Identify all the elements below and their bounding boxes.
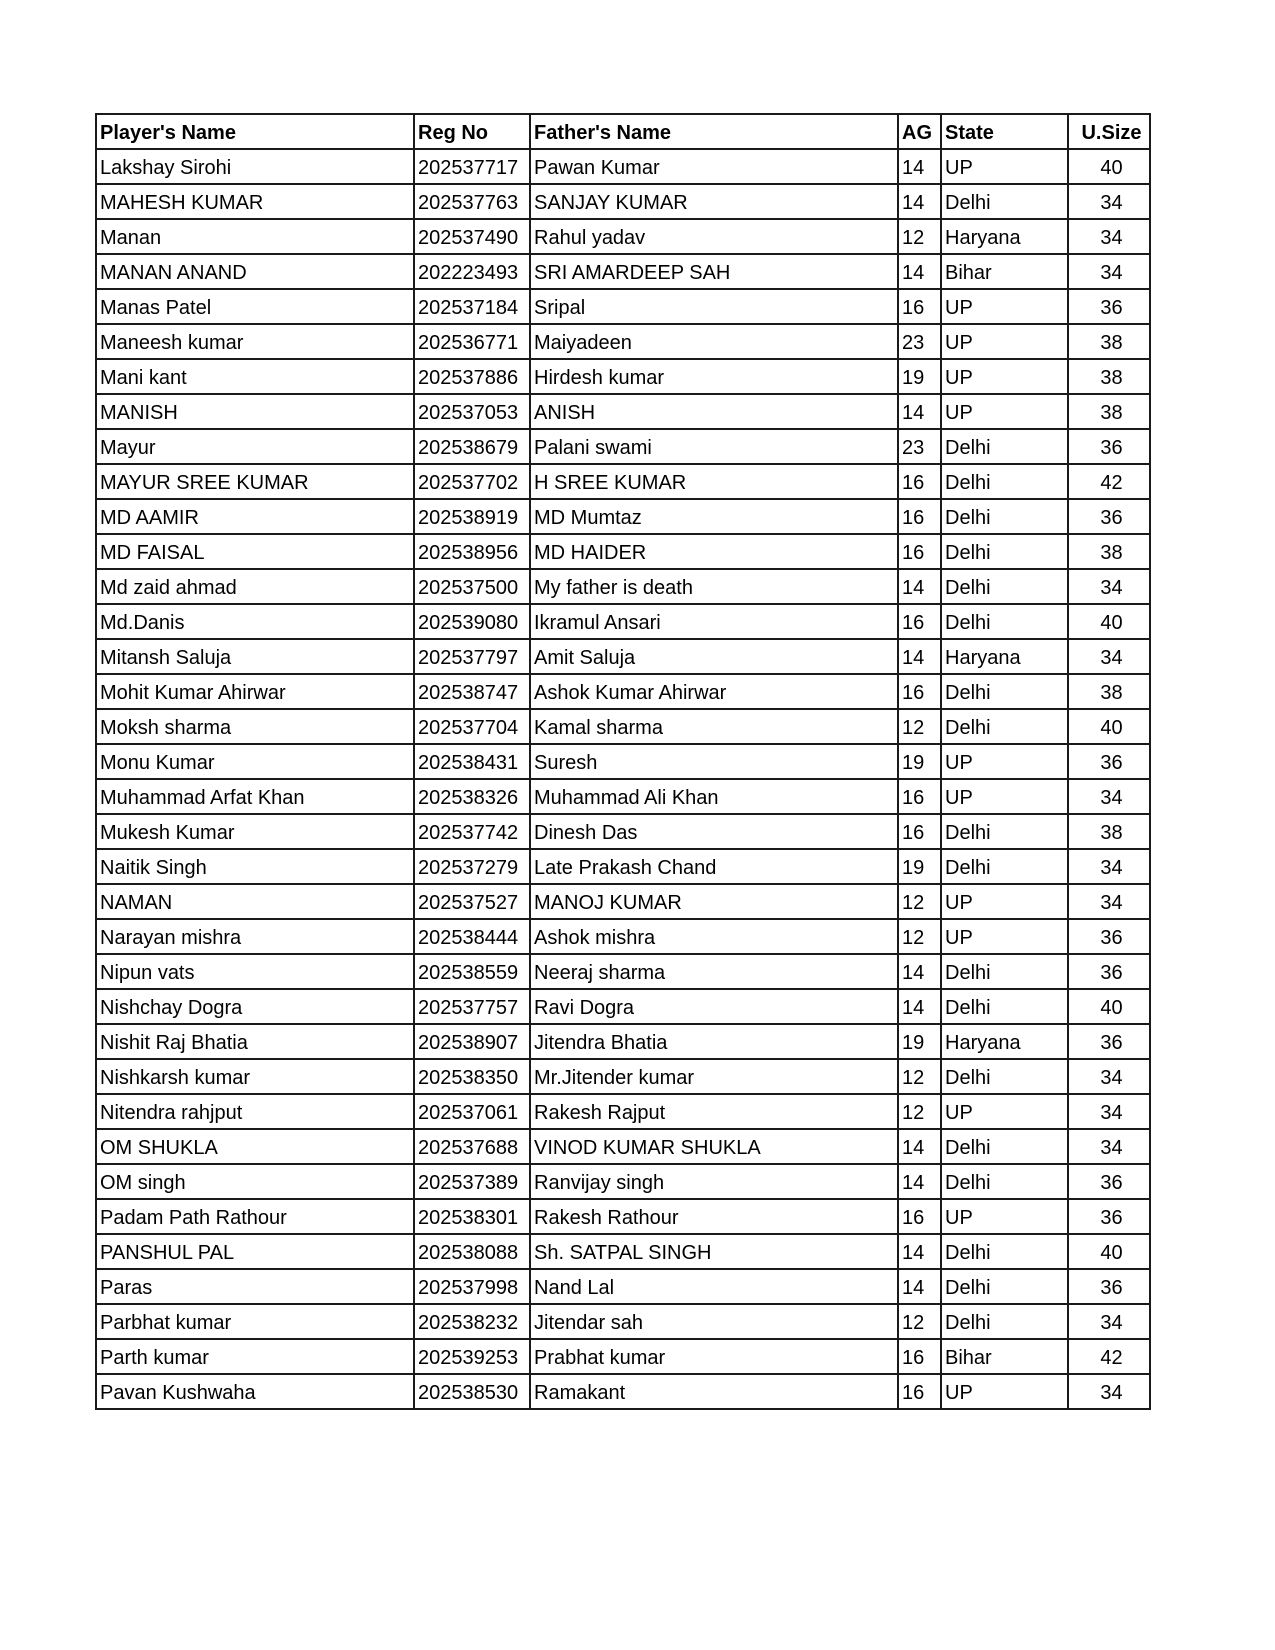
cell-age: 16 xyxy=(898,1199,941,1234)
cell-father-name: Late Prakash Chand xyxy=(530,849,898,884)
cell-u-size: 38 xyxy=(1068,534,1150,569)
cell-age: 16 xyxy=(898,779,941,814)
cell-player-name: MD FAISAL xyxy=(96,534,414,569)
table-row xyxy=(96,1234,1150,1269)
cell-u-size: 40 xyxy=(1068,604,1150,639)
table-row xyxy=(96,359,1150,394)
table-row xyxy=(96,989,1150,1024)
cell-u-size: 38 xyxy=(1068,674,1150,709)
cell-age: 12 xyxy=(898,884,941,919)
cell-state: UP xyxy=(941,1094,1068,1129)
cell-father-name: Sh. SATPAL SINGH xyxy=(530,1234,898,1269)
cell-reg-no: 202538679 xyxy=(414,429,530,464)
table-row xyxy=(96,569,1150,604)
table-row xyxy=(96,184,1150,219)
cell-u-size: 40 xyxy=(1068,989,1150,1024)
table-row xyxy=(96,219,1150,254)
cell-reg-no: 202537704 xyxy=(414,709,530,744)
table-body xyxy=(96,149,1150,1409)
cell-u-size: 34 xyxy=(1068,884,1150,919)
cell-reg-no: 202537688 xyxy=(414,1129,530,1164)
cell-player-name: Parth kumar xyxy=(96,1339,414,1374)
table-row xyxy=(96,604,1150,639)
cell-state: Delhi xyxy=(941,814,1068,849)
cell-player-name: Parbhat kumar xyxy=(96,1304,414,1339)
cell-state: Delhi xyxy=(941,184,1068,219)
cell-u-size: 34 xyxy=(1068,779,1150,814)
cell-reg-no: 202537527 xyxy=(414,884,530,919)
cell-state: UP xyxy=(941,289,1068,324)
header-state: State xyxy=(941,114,1068,149)
cell-age: 12 xyxy=(898,219,941,254)
cell-player-name: OM SHUKLA xyxy=(96,1129,414,1164)
cell-age: 19 xyxy=(898,359,941,394)
cell-reg-no: 202538326 xyxy=(414,779,530,814)
table-row xyxy=(96,289,1150,324)
cell-player-name: Muhammad Arfat Khan xyxy=(96,779,414,814)
cell-player-name: Manan xyxy=(96,219,414,254)
cell-reg-no: 202537279 xyxy=(414,849,530,884)
cell-age: 12 xyxy=(898,1059,941,1094)
cell-u-size: 36 xyxy=(1068,954,1150,989)
header-player-name: Player's Name xyxy=(96,114,414,149)
cell-u-size: 36 xyxy=(1068,1024,1150,1059)
cell-state: Haryana xyxy=(941,1024,1068,1059)
cell-u-size: 36 xyxy=(1068,1199,1150,1234)
cell-father-name: MANOJ KUMAR xyxy=(530,884,898,919)
table-row xyxy=(96,1129,1150,1164)
cell-father-name: Nand Lal xyxy=(530,1269,898,1304)
cell-state: Delhi xyxy=(941,429,1068,464)
cell-u-size: 34 xyxy=(1068,219,1150,254)
table-row xyxy=(96,1374,1150,1409)
cell-state: Delhi xyxy=(941,1164,1068,1199)
cell-father-name: Ramakant xyxy=(530,1374,898,1409)
cell-player-name: Monu Kumar xyxy=(96,744,414,779)
cell-age: 16 xyxy=(898,464,941,499)
cell-father-name: Ikramul Ansari xyxy=(530,604,898,639)
cell-reg-no: 202537886 xyxy=(414,359,530,394)
cell-father-name: Maiyadeen xyxy=(530,324,898,359)
cell-player-name: Nishkarsh kumar xyxy=(96,1059,414,1094)
cell-age: 14 xyxy=(898,254,941,289)
cell-u-size: 34 xyxy=(1068,849,1150,884)
cell-age: 16 xyxy=(898,289,941,324)
cell-reg-no: 202538956 xyxy=(414,534,530,569)
cell-reg-no: 202538088 xyxy=(414,1234,530,1269)
cell-age: 19 xyxy=(898,849,941,884)
cell-reg-no: 202536771 xyxy=(414,324,530,359)
cell-u-size: 34 xyxy=(1068,1129,1150,1164)
cell-player-name: Maneesh kumar xyxy=(96,324,414,359)
table-row xyxy=(96,814,1150,849)
cell-reg-no: 202537184 xyxy=(414,289,530,324)
cell-father-name: Ashok mishra xyxy=(530,919,898,954)
cell-age: 16 xyxy=(898,604,941,639)
cell-father-name: MD HAIDER xyxy=(530,534,898,569)
cell-u-size: 36 xyxy=(1068,919,1150,954)
cell-age: 14 xyxy=(898,1269,941,1304)
cell-age: 14 xyxy=(898,149,941,184)
cell-father-name: Prabhat kumar xyxy=(530,1339,898,1374)
cell-age: 19 xyxy=(898,1024,941,1059)
cell-father-name: Ashok Kumar Ahirwar xyxy=(530,674,898,709)
cell-reg-no: 202539080 xyxy=(414,604,530,639)
cell-father-name: Suresh xyxy=(530,744,898,779)
cell-reg-no: 202537717 xyxy=(414,149,530,184)
cell-u-size: 34 xyxy=(1068,639,1150,674)
cell-player-name: Nitendra rahjput xyxy=(96,1094,414,1129)
cell-reg-no: 202537389 xyxy=(414,1164,530,1199)
cell-player-name: MAHESH KUMAR xyxy=(96,184,414,219)
cell-u-size: 40 xyxy=(1068,709,1150,744)
cell-state: Delhi xyxy=(941,464,1068,499)
cell-reg-no: 202538431 xyxy=(414,744,530,779)
cell-father-name: H SREE KUMAR xyxy=(530,464,898,499)
table-header-row xyxy=(96,114,1150,149)
cell-state: UP xyxy=(941,324,1068,359)
cell-father-name: VINOD KUMAR SHUKLA xyxy=(530,1129,898,1164)
cell-player-name: Narayan mishra xyxy=(96,919,414,954)
cell-father-name: Mr.Jitender kumar xyxy=(530,1059,898,1094)
header-reg-no: Reg No xyxy=(414,114,530,149)
table-row xyxy=(96,499,1150,534)
cell-age: 14 xyxy=(898,954,941,989)
cell-state: Delhi xyxy=(941,1269,1068,1304)
cell-state: Delhi xyxy=(941,989,1068,1024)
cell-reg-no: 202539253 xyxy=(414,1339,530,1374)
cell-age: 16 xyxy=(898,814,941,849)
cell-reg-no: 202537053 xyxy=(414,394,530,429)
cell-state: Haryana xyxy=(941,639,1068,674)
table-row xyxy=(96,639,1150,674)
table-row xyxy=(96,674,1150,709)
cell-age: 19 xyxy=(898,744,941,779)
table-row xyxy=(96,744,1150,779)
cell-age: 14 xyxy=(898,639,941,674)
cell-age: 23 xyxy=(898,324,941,359)
cell-reg-no: 202537702 xyxy=(414,464,530,499)
cell-father-name: Amit Saluja xyxy=(530,639,898,674)
cell-state: Haryana xyxy=(941,219,1068,254)
cell-player-name: Nipun vats xyxy=(96,954,414,989)
cell-reg-no: 202537998 xyxy=(414,1269,530,1304)
player-roster-table xyxy=(95,113,1151,1410)
cell-player-name: MAYUR SREE KUMAR xyxy=(96,464,414,499)
cell-age: 12 xyxy=(898,709,941,744)
cell-u-size: 38 xyxy=(1068,814,1150,849)
cell-player-name: Padam Path Rathour xyxy=(96,1199,414,1234)
cell-father-name: ANISH xyxy=(530,394,898,429)
cell-u-size: 34 xyxy=(1068,1059,1150,1094)
cell-age: 12 xyxy=(898,1304,941,1339)
table-row xyxy=(96,394,1150,429)
cell-state: UP xyxy=(941,1374,1068,1409)
cell-state: Bihar xyxy=(941,1339,1068,1374)
cell-father-name: Neeraj sharma xyxy=(530,954,898,989)
cell-age: 16 xyxy=(898,534,941,569)
cell-u-size: 38 xyxy=(1068,324,1150,359)
cell-age: 16 xyxy=(898,1374,941,1409)
header-father-name: Father's Name xyxy=(530,114,898,149)
cell-player-name: Paras xyxy=(96,1269,414,1304)
cell-reg-no: 202537490 xyxy=(414,219,530,254)
cell-player-name: Moksh sharma xyxy=(96,709,414,744)
cell-father-name: My father is death xyxy=(530,569,898,604)
cell-reg-no: 202538919 xyxy=(414,499,530,534)
cell-state: UP xyxy=(941,884,1068,919)
cell-u-size: 40 xyxy=(1068,149,1150,184)
cell-state: UP xyxy=(941,359,1068,394)
cell-u-size: 36 xyxy=(1068,429,1150,464)
cell-player-name: Lakshay Sirohi xyxy=(96,149,414,184)
cell-age: 14 xyxy=(898,989,941,1024)
cell-age: 14 xyxy=(898,1164,941,1199)
table-row xyxy=(96,149,1150,184)
table-row xyxy=(96,1304,1150,1339)
cell-state: Delhi xyxy=(941,1234,1068,1269)
table-row xyxy=(96,919,1150,954)
cell-player-name: MANAN ANAND xyxy=(96,254,414,289)
cell-player-name: Md zaid ahmad xyxy=(96,569,414,604)
cell-u-size: 34 xyxy=(1068,1374,1150,1409)
cell-state: UP xyxy=(941,744,1068,779)
cell-age: 14 xyxy=(898,1234,941,1269)
cell-age: 23 xyxy=(898,429,941,464)
table-row xyxy=(96,849,1150,884)
cell-state: Delhi xyxy=(941,849,1068,884)
cell-age: 12 xyxy=(898,919,941,954)
table-row xyxy=(96,1059,1150,1094)
cell-reg-no: 202538232 xyxy=(414,1304,530,1339)
table-row xyxy=(96,1094,1150,1129)
table-row xyxy=(96,1269,1150,1304)
cell-player-name: Mani kant xyxy=(96,359,414,394)
table-row xyxy=(96,1024,1150,1059)
cell-player-name: MANISH xyxy=(96,394,414,429)
cell-reg-no: 202537763 xyxy=(414,184,530,219)
cell-player-name: Pavan Kushwaha xyxy=(96,1374,414,1409)
cell-player-name: OM singh xyxy=(96,1164,414,1199)
cell-father-name: MD Mumtaz xyxy=(530,499,898,534)
cell-state: UP xyxy=(941,394,1068,429)
cell-state: Delhi xyxy=(941,1304,1068,1339)
header-u-size: U.Size xyxy=(1068,114,1150,149)
cell-reg-no: 202538559 xyxy=(414,954,530,989)
cell-player-name: Nishit Raj Bhatia xyxy=(96,1024,414,1059)
cell-u-size: 36 xyxy=(1068,1269,1150,1304)
cell-reg-no: 202223493 xyxy=(414,254,530,289)
header-age: AG xyxy=(898,114,941,149)
cell-reg-no: 202538301 xyxy=(414,1199,530,1234)
table-row xyxy=(96,884,1150,919)
cell-father-name: Pawan Kumar xyxy=(530,149,898,184)
cell-state: UP xyxy=(941,1199,1068,1234)
cell-state: UP xyxy=(941,779,1068,814)
cell-age: 16 xyxy=(898,674,941,709)
cell-father-name: SANJAY KUMAR xyxy=(530,184,898,219)
cell-player-name: Md.Danis xyxy=(96,604,414,639)
cell-state: UP xyxy=(941,919,1068,954)
cell-age: 14 xyxy=(898,184,941,219)
table-row xyxy=(96,534,1150,569)
cell-father-name: Rakesh Rathour xyxy=(530,1199,898,1234)
cell-age: 14 xyxy=(898,569,941,604)
cell-player-name: Naitik Singh xyxy=(96,849,414,884)
cell-reg-no: 202538350 xyxy=(414,1059,530,1094)
cell-u-size: 38 xyxy=(1068,394,1150,429)
cell-u-size: 42 xyxy=(1068,1339,1150,1374)
cell-player-name: Manas Patel xyxy=(96,289,414,324)
cell-state: Bihar xyxy=(941,254,1068,289)
cell-state: Delhi xyxy=(941,499,1068,534)
cell-reg-no: 202537500 xyxy=(414,569,530,604)
cell-state: Delhi xyxy=(941,674,1068,709)
cell-reg-no: 202537797 xyxy=(414,639,530,674)
table-row xyxy=(96,709,1150,744)
cell-father-name: Jitendra Bhatia xyxy=(530,1024,898,1059)
cell-state: Delhi xyxy=(941,534,1068,569)
cell-player-name: MD AAMIR xyxy=(96,499,414,534)
cell-reg-no: 202538444 xyxy=(414,919,530,954)
cell-age: 16 xyxy=(898,1339,941,1374)
table-row xyxy=(96,1199,1150,1234)
cell-father-name: Jitendar sah xyxy=(530,1304,898,1339)
cell-father-name: Muhammad Ali Khan xyxy=(530,779,898,814)
cell-u-size: 34 xyxy=(1068,1304,1150,1339)
cell-u-size: 36 xyxy=(1068,1164,1150,1199)
cell-father-name: SRI AMARDEEP SAH xyxy=(530,254,898,289)
cell-u-size: 36 xyxy=(1068,499,1150,534)
cell-player-name: Mitansh Saluja xyxy=(96,639,414,674)
cell-father-name: Dinesh Das xyxy=(530,814,898,849)
cell-father-name: Palani swami xyxy=(530,429,898,464)
cell-state: Delhi xyxy=(941,1059,1068,1094)
cell-reg-no: 202537061 xyxy=(414,1094,530,1129)
table-row xyxy=(96,779,1150,814)
cell-father-name: Ravi Dogra xyxy=(530,989,898,1024)
cell-father-name: Hirdesh kumar xyxy=(530,359,898,394)
cell-u-size: 38 xyxy=(1068,359,1150,394)
cell-u-size: 42 xyxy=(1068,464,1150,499)
cell-age: 16 xyxy=(898,499,941,534)
cell-state: UP xyxy=(941,149,1068,184)
cell-player-name: Nishchay Dogra xyxy=(96,989,414,1024)
cell-father-name: Rahul yadav xyxy=(530,219,898,254)
cell-state: Delhi xyxy=(941,954,1068,989)
cell-player-name: PANSHUL PAL xyxy=(96,1234,414,1269)
cell-u-size: 34 xyxy=(1068,184,1150,219)
cell-father-name: Rakesh Rajput xyxy=(530,1094,898,1129)
cell-reg-no: 202538530 xyxy=(414,1374,530,1409)
cell-father-name: Kamal sharma xyxy=(530,709,898,744)
table-row xyxy=(96,1339,1150,1374)
table-row xyxy=(96,254,1150,289)
cell-reg-no: 202538907 xyxy=(414,1024,530,1059)
table-row xyxy=(96,324,1150,359)
cell-u-size: 36 xyxy=(1068,744,1150,779)
cell-u-size: 40 xyxy=(1068,1234,1150,1269)
table-row xyxy=(96,429,1150,464)
cell-u-size: 34 xyxy=(1068,569,1150,604)
table-row xyxy=(96,1164,1150,1199)
cell-player-name: Mukesh Kumar xyxy=(96,814,414,849)
cell-player-name: NAMAN xyxy=(96,884,414,919)
table-row xyxy=(96,954,1150,989)
cell-u-size: 34 xyxy=(1068,1094,1150,1129)
cell-age: 12 xyxy=(898,1094,941,1129)
table-row xyxy=(96,464,1150,499)
cell-father-name: Sripal xyxy=(530,289,898,324)
cell-player-name: Mohit Kumar Ahirwar xyxy=(96,674,414,709)
cell-player-name: Mayur xyxy=(96,429,414,464)
cell-state: Delhi xyxy=(941,1129,1068,1164)
cell-state: Delhi xyxy=(941,604,1068,639)
cell-age: 14 xyxy=(898,394,941,429)
cell-u-size: 36 xyxy=(1068,289,1150,324)
cell-u-size: 34 xyxy=(1068,254,1150,289)
cell-reg-no: 202537742 xyxy=(414,814,530,849)
cell-reg-no: 202538747 xyxy=(414,674,530,709)
cell-reg-no: 202537757 xyxy=(414,989,530,1024)
cell-age: 14 xyxy=(898,1129,941,1164)
cell-state: Delhi xyxy=(941,709,1068,744)
cell-father-name: Ranvijay singh xyxy=(530,1164,898,1199)
cell-state: Delhi xyxy=(941,569,1068,604)
